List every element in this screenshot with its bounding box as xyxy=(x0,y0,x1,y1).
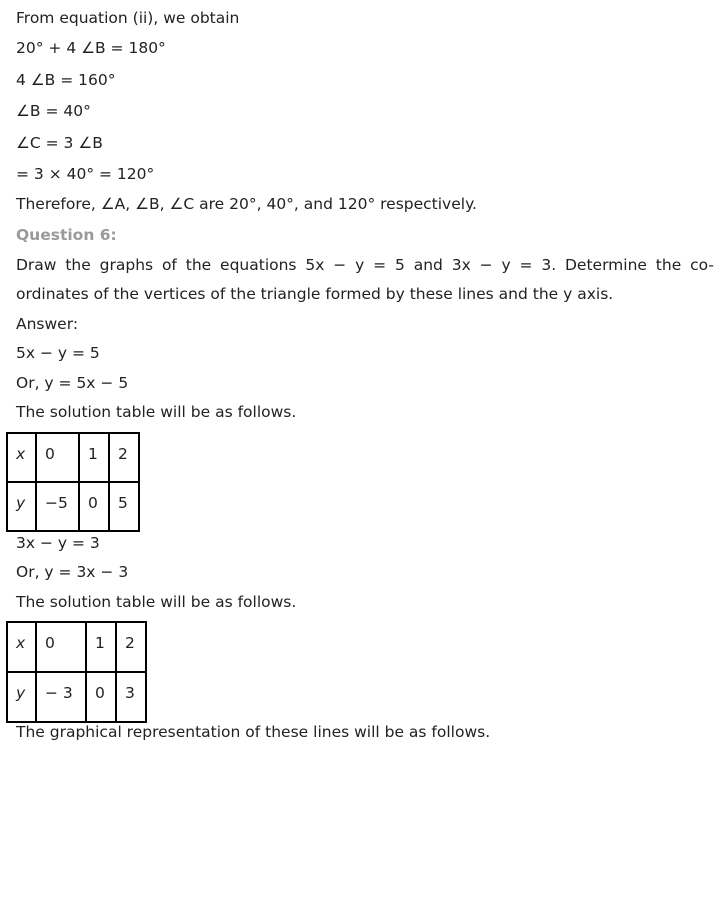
table-cell: 1 xyxy=(86,622,116,672)
answer-label: Answer: xyxy=(16,315,79,333)
table-cell: 5 xyxy=(109,482,139,531)
graph-intro: The graphical representation of these lines will be as follows. xyxy=(16,723,491,741)
table-intro-1: The solution table will be as follows. xyxy=(16,403,297,421)
table-cell: x xyxy=(7,433,36,482)
table-row xyxy=(7,672,146,722)
table-cell: 2 xyxy=(109,433,139,482)
table-cell: y xyxy=(7,672,36,722)
text-equation-c1: ∠C = 3 ∠B xyxy=(16,134,103,152)
equation-2-rearranged: Or, y = 3x − 3 xyxy=(16,563,129,581)
text-equation-c2: = 3 × 40° = 120° xyxy=(16,165,155,183)
solution-table-1 xyxy=(6,432,140,532)
table-cell: 1 xyxy=(79,433,109,482)
table-cell: y xyxy=(7,482,36,531)
table-intro-2: The solution table will be as follows. xyxy=(16,593,297,611)
table-cell: 0 xyxy=(86,672,116,722)
question-heading: Question 6: xyxy=(16,226,117,244)
table-cell: 0 xyxy=(36,433,79,482)
table-cell: x xyxy=(7,622,36,672)
table-cell: 3 xyxy=(116,672,146,722)
equation-1: 5x − y = 5 xyxy=(16,344,100,362)
table-cell: 2 xyxy=(116,622,146,672)
table-row xyxy=(7,482,139,531)
text-from-equation: From equation (ii), we obtain xyxy=(16,9,240,27)
table-row xyxy=(7,622,146,672)
table-cell: 0 xyxy=(79,482,109,531)
equation-1-rearranged: Or, y = 5x − 5 xyxy=(16,374,129,392)
text-conclusion: Therefore, ∠A, ∠B, ∠C are 20°, 40°, and 120° respectively. xyxy=(16,195,477,213)
text-equation-b1: 20° + 4 ∠B = 180° xyxy=(16,39,166,57)
text-equation-b3: ∠B = 40° xyxy=(16,102,91,120)
solution-table-2 xyxy=(6,621,147,723)
equation-2: 3x − y = 3 xyxy=(16,534,100,552)
text-equation-b2: 4 ∠B = 160° xyxy=(16,71,116,89)
question-text-line1: Draw the graphs of the equations 5x − y = 5 and 3x − y = 3. Determine the co- xyxy=(16,256,714,274)
question-text-line2: ordinates of the vertices of the triangle formed by these lines and the y axis. xyxy=(16,285,614,303)
table-cell: − 3 xyxy=(36,672,86,722)
table-row xyxy=(7,433,139,482)
table-cell: 0 xyxy=(36,622,86,672)
table-cell: −5 xyxy=(36,482,79,531)
